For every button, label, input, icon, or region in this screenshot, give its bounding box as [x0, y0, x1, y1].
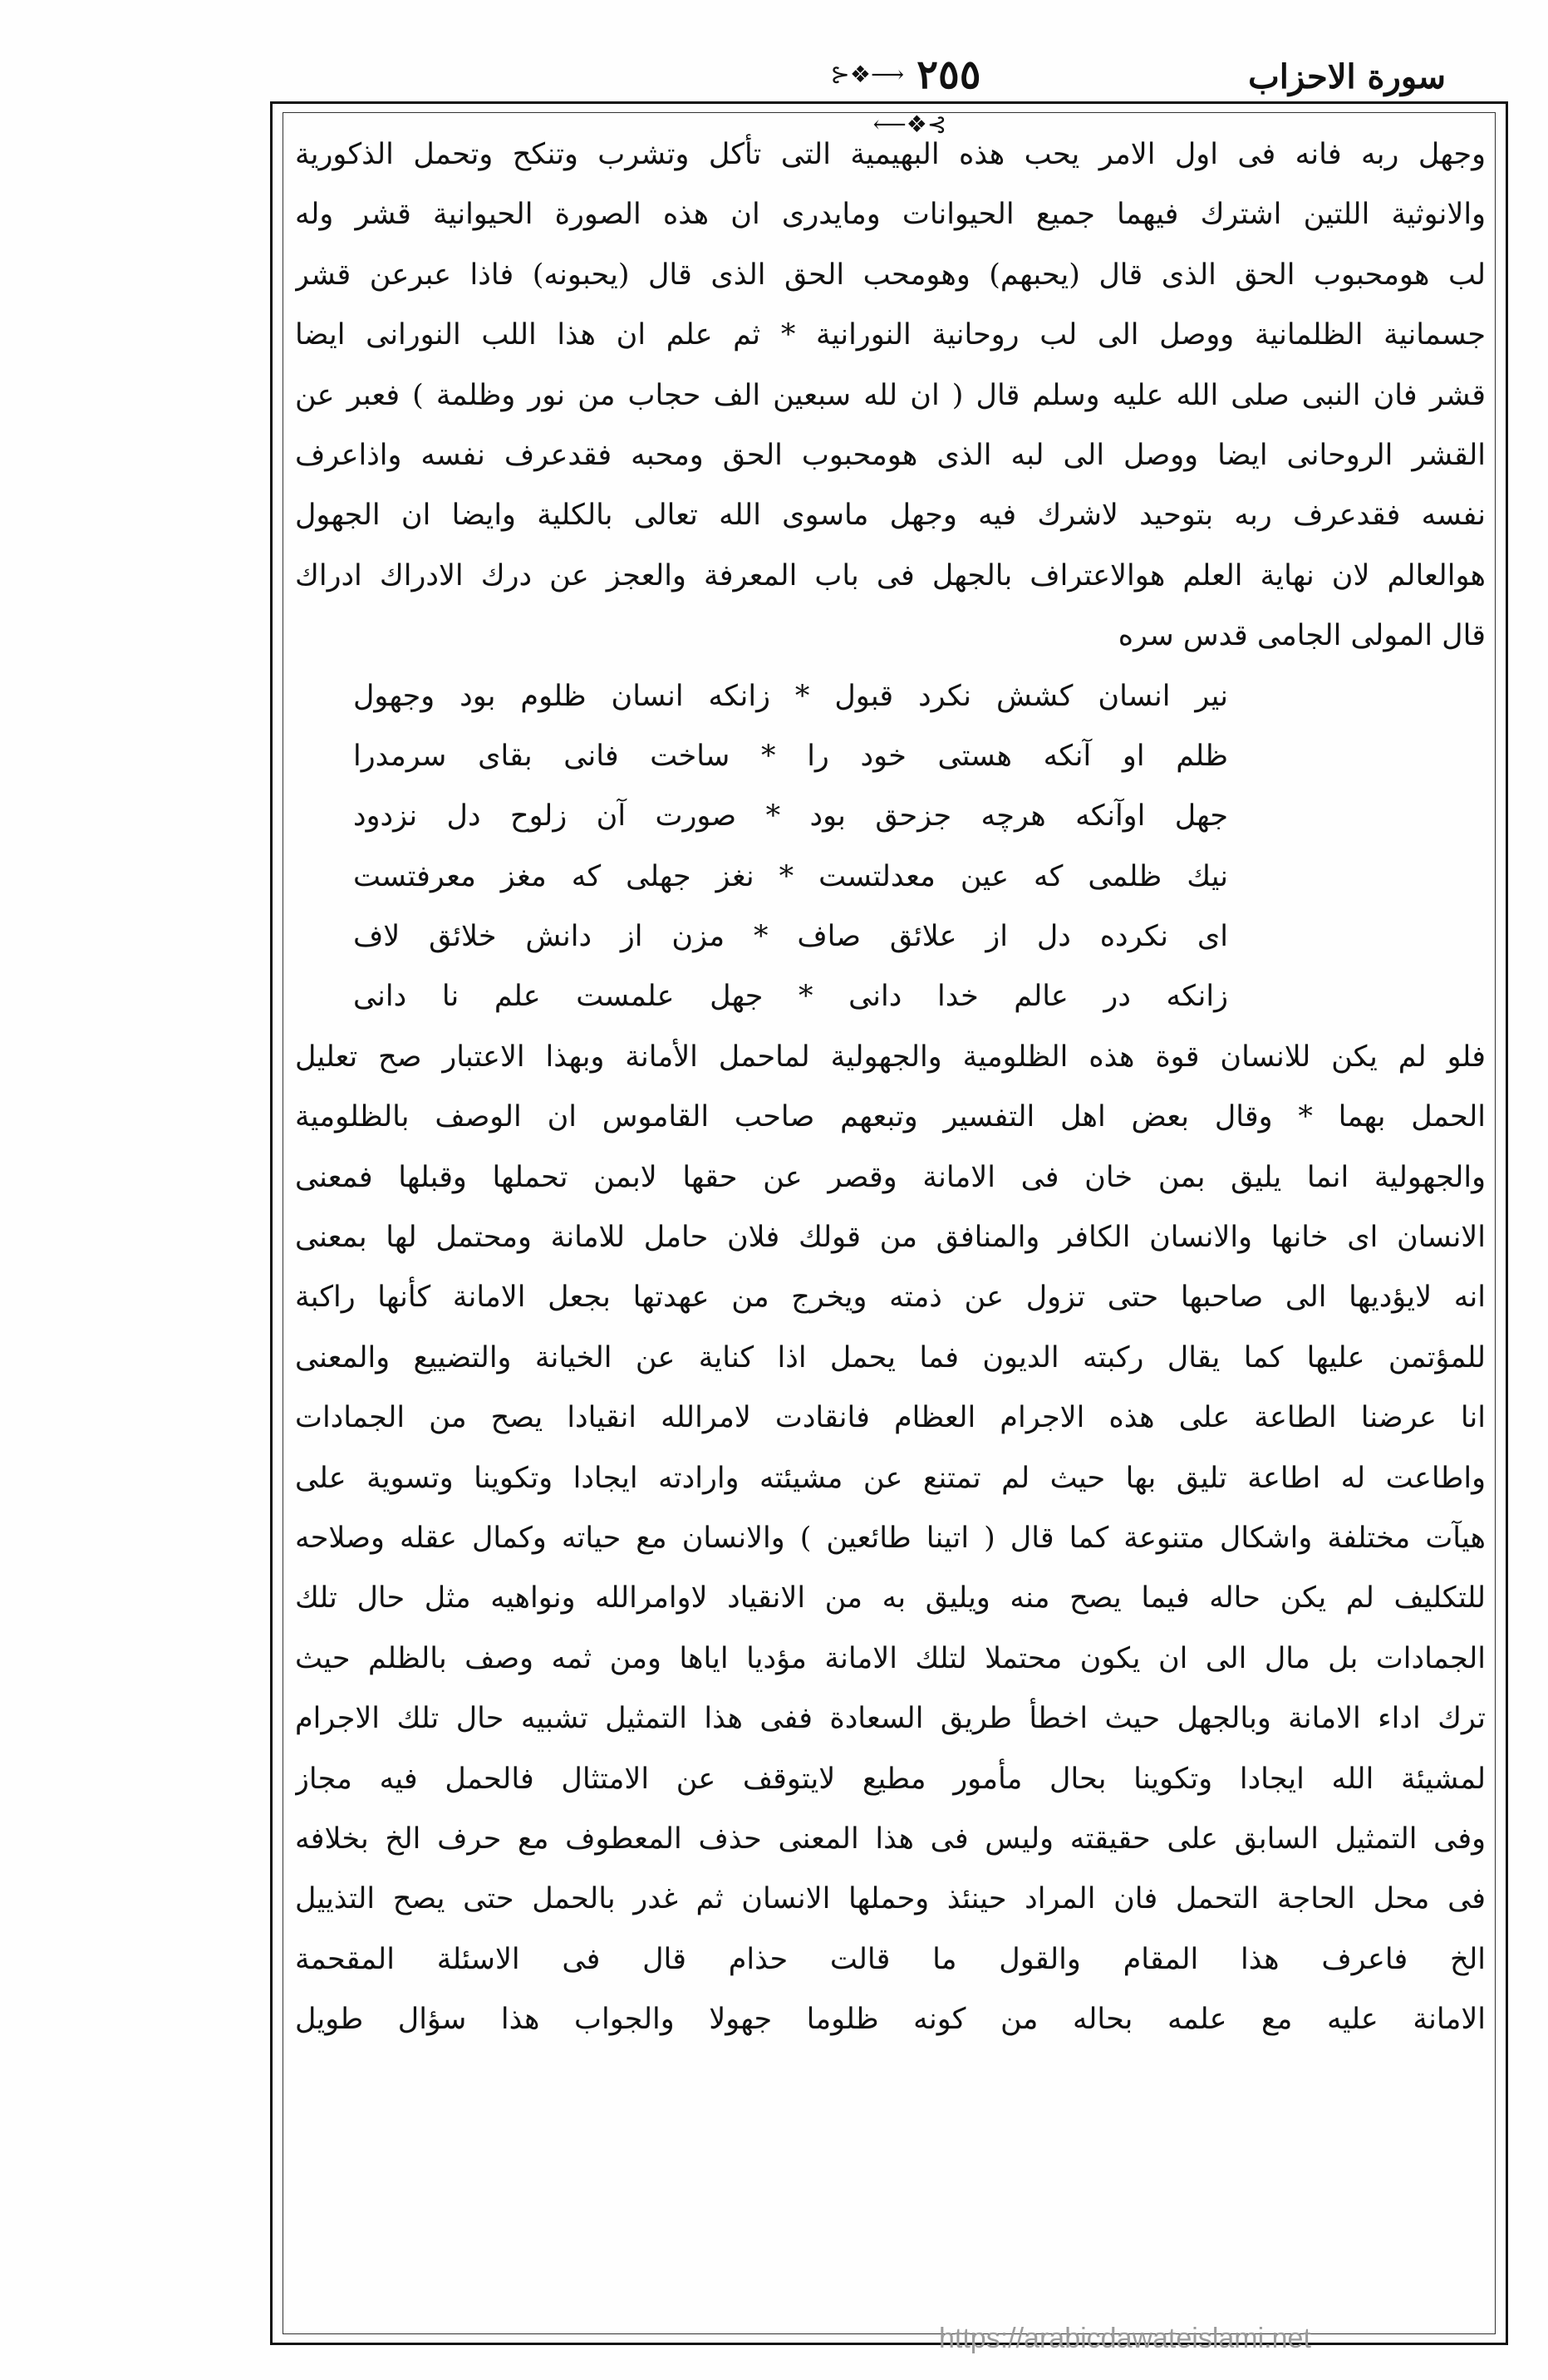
text-line: وفی التمثیل السابق علی حقیقته ولیس فی هذا المعنی حذف المعطوف مع حرف الخ بخلافه [295, 1822, 1486, 1856]
surah-title: سورة الاحزاب [1248, 57, 1446, 96]
text-line: الحمل بهما * وقال بعض اهل التفسیر وتبعهم صاحب القاموس ان الوصف بالظلومیة [295, 1100, 1486, 1134]
text-line: قشر فان النبی صلی الله علیه وسلم قال ( ان لله سبعین الف حجاب من نور وظلمة ) فعبر عن [295, 378, 1486, 412]
text-line: والجهولیة انما یلیق بمن خان فی الامانة وقصر عن حقها لابمن تحملها وقبلها فمعنی [295, 1160, 1486, 1194]
text-line: ترك اداء الامانة وبالجهل حیث اخطأ طریق السعادة ففی هذا التمثیل تشبیه حال تلك الاجرام [295, 1702, 1486, 1736]
poem-line: ظلم او آنکه هستی خود را * ساخت فانی بقای سرمدرا [353, 739, 1228, 773]
text-line: الخ فاعرف هذا المقام والقول ما قالت حذام قال فی الاسئلة المقحمة [295, 1942, 1486, 1976]
page-number-group [806, 50, 1014, 138]
text-line: لمشیئة الله ایجادا وتکوینا بحال مأمور مطیع لایتوقف عن الامتثال فالحمل فیه مجاز [295, 1762, 1486, 1796]
text-line: لب هومحبوب الحق الذی قال (یحبهم) وهومحب الحق الذی قال (یحبونه) فاذا عبرعن قشر [295, 258, 1486, 292]
ornament-right-icon: ⟵❖⊰ [872, 111, 947, 138]
poem-line: جهل اوآنکه هرچه جزحق بود * صورت آن زلوح دل نزدود [353, 799, 1228, 833]
text-line: فی محل الحاجة التحمل فان المراد حینئذ وحملها الانسان ثم غدر بالحمل حتی یصح التذییل [295, 1882, 1486, 1916]
text-line: انه لایؤدیها الی صاحبها حتی تزول عن ذمته ویخرج من عهدتها بجعل الامانة کأنها راکبة [295, 1281, 1486, 1315]
text-line: نفسه فقدعرف ربه بتوحید لاشرك فیه وجهل ماسوی الله تعالی بالکلیة وایضا ان الجهول [295, 499, 1486, 533]
text-line: الانسان ای خانها والانسان الکافر والمنافق من قولك فلان حامل للامانة ومحتمل لها بمعنی [295, 1221, 1486, 1255]
persian-poem [295, 666, 1486, 1027]
poem-line: نیر انسان کشش نکرد قبول * زانکه انسان ظلوم بود وجهول [353, 679, 1228, 713]
text-line: قال المولی الجامی قدس سره [1118, 619, 1486, 653]
poem-line: نیك ظلمی که عین معدلتست * نغز جهلی که مغز معرفتست [353, 859, 1228, 893]
page-number: ٢٥٥ [917, 52, 981, 98]
poem-line: زانکه در عالم خدا دانی * جهل علمست علم نا دانی [353, 980, 1228, 1014]
text-line: للمؤتمن علیها کما یقال رکبته الدیون فما یحمل اذا کنایة عن الخیانة والتضییع والمعنی [295, 1340, 1486, 1374]
page-header [274, 50, 1446, 138]
text-line: هوالعالم لان نهایة العلم هوالاعتراف بالجهل فی باب المعرفة والعجز عن درك الادراك ادراك [295, 558, 1486, 593]
body-text [295, 125, 1486, 2050]
text-line: هیآت مختلفة واشکال متنوعة کما قال ( اتینا طائعین ) والانسان مع حیاته وکمال عقله وصلاحه [295, 1521, 1486, 1555]
text-line: فلو لم یکن للانسان قوة هذه الظلومیة والجهولیة لماحمل الأمانة وبهذا الاعتبار صح تعلیل [295, 1040, 1486, 1074]
text-line: للتکلیف لم یکن حاله فیما یصح منه ویلیق به من الانقیاد لاوامرالله ونواهیه مثل حال تلك [295, 1581, 1486, 1615]
poem-line: ای نکرده دل از علائق صاف * مزن از دانش خلائق لاف [353, 920, 1228, 954]
text-line: والانوثیة اللتین اشترك فیهما جمیع الحیوانات ومایدری ان هذه الصورة الحیوانیة قشر وله [295, 198, 1486, 232]
text-line: وجهل ربه فانه فی اول الامر یحب هذه البهیمیة التی تأکل وتشرب وتنکح وتحمل الذکوریة [295, 138, 1486, 171]
text-line: القشر الروحانی ایضا ووصل الی لبه الذی هومحبوب الحق ومحبه فقدعرف نفسه واذاعرف [295, 438, 1486, 472]
text-line: الجمادات بل مال الی ان یکون محتملا لتلك الامانة مؤدیا ایاها ومن ثمه وصف بالظلم حیث [295, 1641, 1486, 1675]
text-line: انا عرضنا الطاعة علی هذه الاجرام العظام فانقادت لامرالله انقیادا یصح من الجمادات [295, 1401, 1486, 1435]
text-line: جسمانیة الظلمانیة ووصل الی لب روحانیة النورانیة * ثم علم ان هذا اللب النورانی ایضا [295, 318, 1486, 352]
text-line: الامانة علیه مع علمه بحاله من کونه ظلوما جهولا والجواب هذا سؤال طویل [295, 2003, 1486, 2037]
text-line: واطاعت له اطاعة تلیق بها حیث لم تمتنع عن مشیئته وارادته ایجادا وتکوینا وتسویة علی [295, 1461, 1486, 1495]
source-watermark: https://arabicdawateislami.net [939, 2323, 1311, 2354]
ornament-left-icon: ⊱❖⟶ [830, 61, 905, 88]
